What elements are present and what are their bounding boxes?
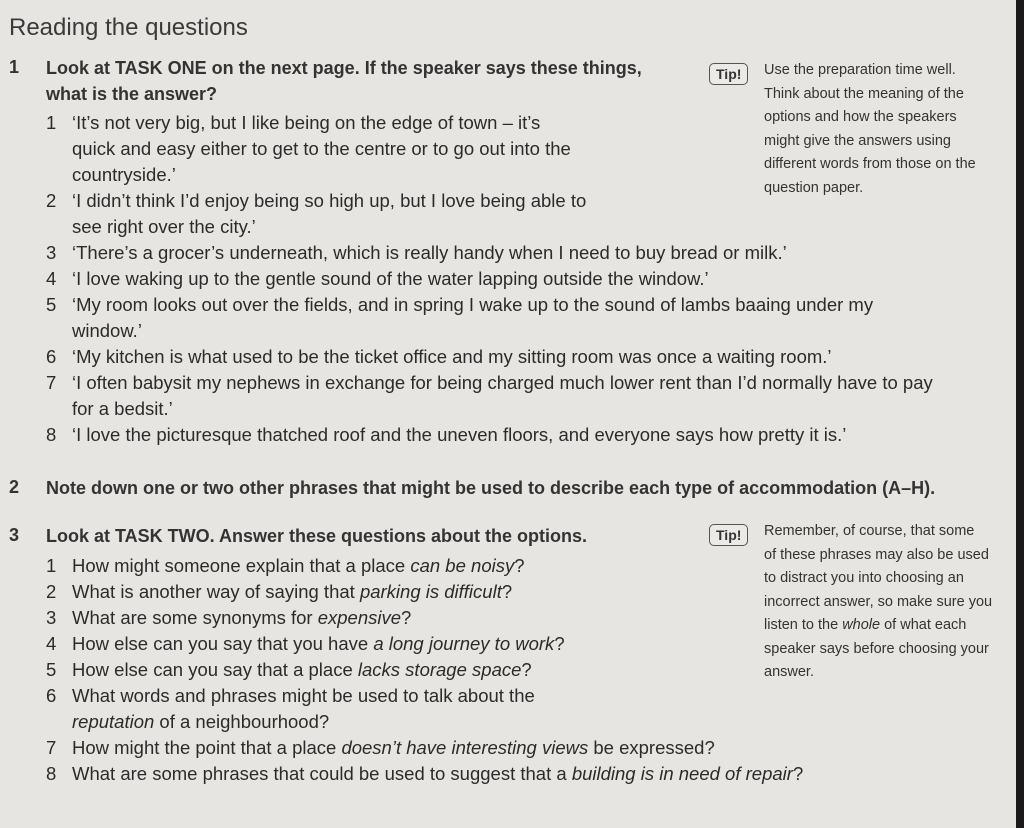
- item-number: 2: [46, 581, 57, 602]
- item-number: 2: [46, 190, 57, 211]
- question-1-text-line-1: Look at TASK ONE on the next page. If the speaker says these things,: [46, 58, 642, 78]
- tip-line: options and how the speakers: [764, 109, 957, 125]
- question-1-number: 1: [9, 57, 20, 77]
- item-number: 7: [46, 737, 57, 758]
- tip-line: speaker says before choosing your: [764, 640, 989, 657]
- item-number: 6: [46, 685, 57, 706]
- item-text: [72, 657, 803, 683]
- item-text-line: ‘I often babysit my nephews in exchange for being charged much lower rent than I’d normally have to pay: [72, 372, 933, 393]
- tip-line: might give the answers using: [764, 132, 951, 149]
- item-text: [72, 683, 803, 735]
- item-text-line: How might someone explain that a place can be noisy?: [72, 555, 525, 576]
- question-3-item-6: [46, 683, 803, 735]
- question-3-text: Look at TASK TWO. Answer these questions about the options.: [46, 526, 588, 546]
- item-text: [72, 110, 933, 188]
- item-text: [72, 344, 933, 370]
- tip-line: Use the preparation time well.: [764, 62, 956, 78]
- question-3-number: 3: [9, 525, 20, 545]
- item-number: 4: [46, 268, 57, 289]
- item-number: 3: [46, 242, 57, 263]
- item-text: [72, 761, 803, 787]
- item-text-line: How else can you say that you have a long journey to work?: [72, 633, 565, 654]
- question-1-item-6: [46, 344, 933, 370]
- item-text: [72, 422, 933, 448]
- item-text-line: for a bedsit.’: [72, 398, 173, 419]
- item-number: 6: [46, 346, 57, 367]
- item-number: 3: [46, 607, 57, 628]
- item-text: [72, 240, 933, 266]
- question-1-text: [46, 55, 642, 107]
- item-text-line: How else can you say that a place lacks storage space?: [72, 659, 532, 680]
- tip-line: different words from those on the: [764, 156, 976, 172]
- question-3-item-8: [46, 761, 803, 787]
- item-text: [72, 553, 803, 579]
- item-text-line: ‘I love waking up to the gentle sound of the water lapping outside the window.’: [72, 268, 709, 289]
- item-text-line: ‘It’s not very big, but I like being on the edge of town – it’s: [72, 112, 541, 133]
- item-text: [72, 605, 803, 631]
- question-3-item-7: [46, 735, 803, 761]
- item-text-line: ‘My kitchen is what used to be the ticket office and my sitting room was once a waiting room.’: [72, 346, 832, 367]
- item-text: [72, 735, 803, 761]
- question-1-item-1: [46, 110, 933, 188]
- tip-line: Think about the meaning of the: [764, 85, 964, 102]
- question-2-number: 2: [9, 477, 20, 497]
- tip-line: to distract you into choosing an: [764, 570, 964, 586]
- tip-line: of these phrases may also be used: [764, 546, 989, 563]
- item-text-line: see right over the city.’: [72, 216, 256, 237]
- item-text-line: ‘I didn’t think I’d enjoy being so high up, but I love being able to: [72, 190, 587, 211]
- item-text: [72, 266, 933, 292]
- question-1-text-line-2: what is the answer?: [46, 84, 218, 104]
- question-3-item-4: [46, 631, 803, 657]
- item-text: [72, 292, 933, 344]
- tip-line: Remember, of course, that some: [764, 523, 975, 539]
- tip-1-badge: Tip!: [709, 63, 748, 85]
- item-number: 8: [46, 763, 57, 784]
- item-number: 4: [46, 633, 57, 654]
- tip-line: listen to the whole of what each: [764, 617, 967, 633]
- item-text-line: quick and easy either to get to the centre or to go out into the: [72, 138, 571, 159]
- question-1-item-8: [46, 422, 933, 448]
- question-1-item-4: [46, 266, 933, 292]
- item-text: [72, 579, 803, 605]
- item-text-line: What words and phrases might be used to talk about the: [72, 685, 535, 706]
- item-text: [72, 370, 933, 422]
- question-3-item-5: [46, 657, 803, 683]
- item-text-line: What are some phrases that could be used to suggest that a building is in need of repair?: [72, 763, 804, 784]
- question-1-item-2: [46, 188, 933, 240]
- item-text: [72, 188, 933, 240]
- item-number: 5: [46, 294, 57, 315]
- item-number: 1: [46, 555, 57, 576]
- item-text-line: window.’: [72, 320, 142, 341]
- item-number: 5: [46, 659, 57, 680]
- item-number: 7: [46, 372, 57, 393]
- question-3-list: [46, 553, 803, 787]
- item-text-line: countryside.’: [72, 164, 176, 185]
- tip-line: answer.: [764, 664, 814, 680]
- item-text-line: reputation of a neighbourhood?: [72, 711, 330, 732]
- question-1-item-5: [46, 292, 933, 344]
- item-text-line: ‘My room looks out over the fields, and in spring I wake up to the sound of lambs baaing under my: [72, 294, 874, 315]
- question-1-list: [46, 110, 933, 448]
- question-3-item-2: [46, 579, 803, 605]
- tip-line: incorrect answer, so make sure you: [764, 593, 993, 610]
- page-edge-shadow: [1016, 0, 1024, 828]
- question-2-text: Note down one or two other phrases that might be used to describe each type of accommodation (A–H).: [46, 478, 936, 498]
- question-3-item-3: [46, 605, 803, 631]
- tip-2-badge: Tip!: [709, 524, 748, 546]
- question-1-item-7: [46, 370, 933, 422]
- item-text-line: ‘There’s a grocer’s underneath, which is really handy when I need to buy bread or milk.’: [72, 242, 787, 263]
- item-text-line: How might the point that a place doesn’t have interesting views be expressed?: [72, 737, 715, 758]
- item-text-line: ‘I love the picturesque thatched roof and the uneven floors, and everyone says how pretty it is.’: [72, 424, 847, 445]
- question-3-item-1: [46, 553, 803, 579]
- page-title: Reading the questions: [9, 14, 248, 41]
- item-text-line: What is another way of saying that parking is difficult?: [72, 581, 513, 602]
- item-number: 1: [46, 112, 57, 133]
- tip-line: question paper.: [764, 179, 864, 196]
- item-text-line: What are some synonyms for expensive?: [72, 607, 412, 628]
- question-1-item-3: [46, 240, 933, 266]
- item-text: [72, 631, 803, 657]
- item-number: 8: [46, 424, 57, 445]
